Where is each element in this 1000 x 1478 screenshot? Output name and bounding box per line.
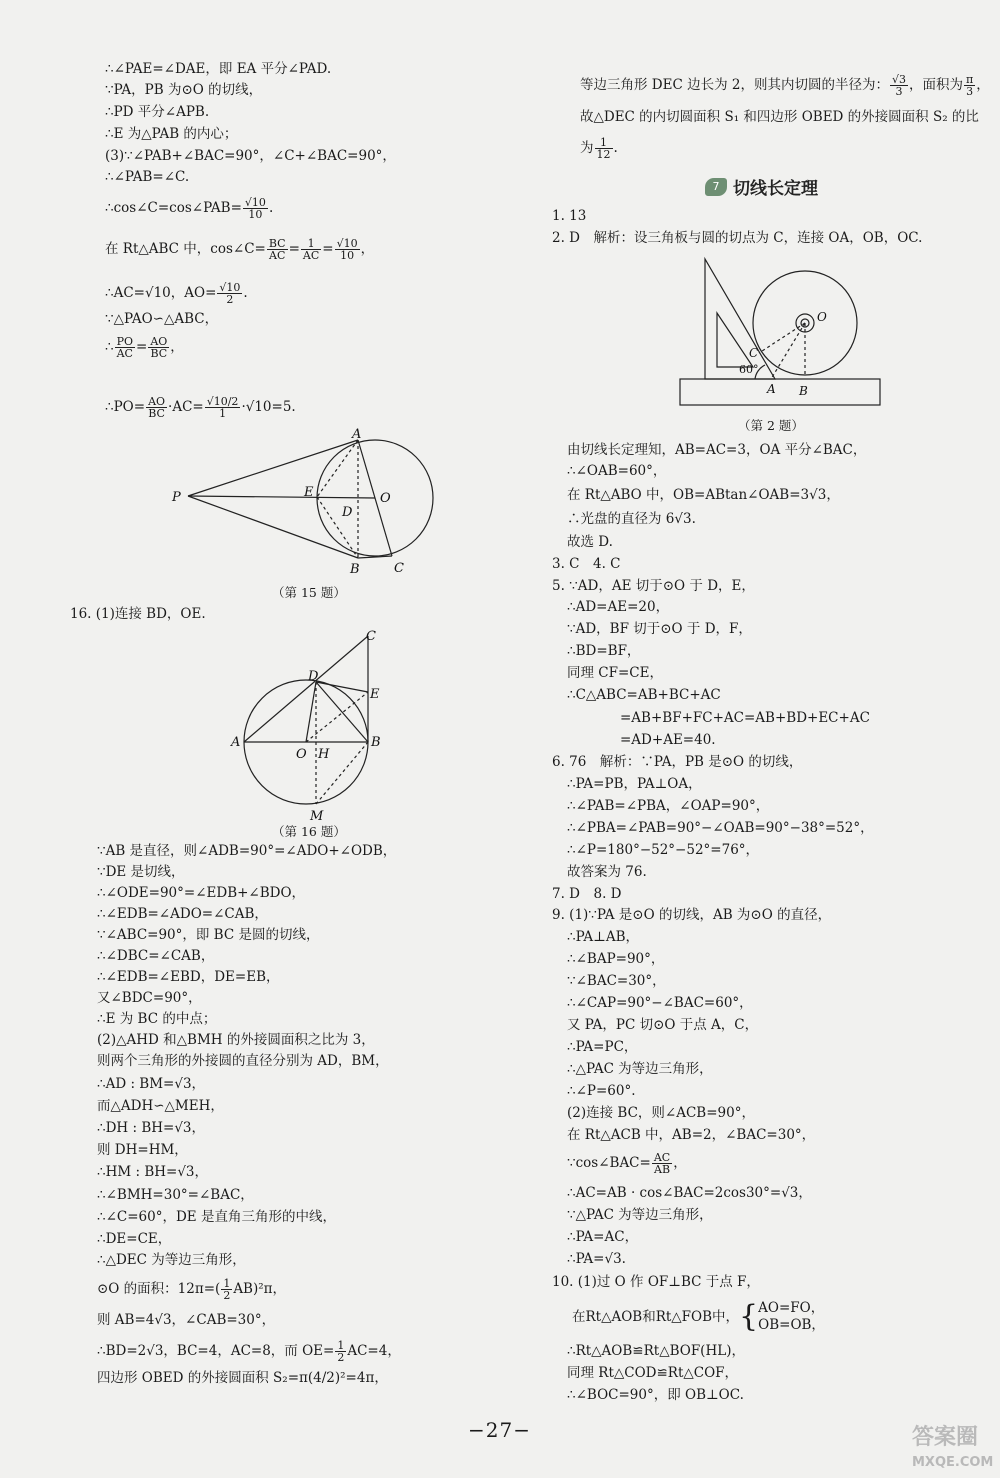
question-16-intro: 16. (1)连接 BD，OE.	[70, 606, 206, 622]
text-line: ∴Rt△AOB≌Rt△BOF(HL)，	[567, 1343, 745, 1359]
line-ae	[317, 440, 358, 497]
text: =	[136, 339, 148, 355]
text-line: ∴PA=PC，	[567, 1039, 638, 1055]
text: ，	[976, 77, 990, 93]
figure-15-diagram	[170, 428, 440, 578]
text: ·AC=	[168, 399, 204, 415]
text-line: (2)△AHD 和△BMH 的外接圆面积之比为 3，	[97, 1032, 375, 1048]
label: B	[799, 384, 808, 398]
text-line: 故答案为 76.	[567, 864, 647, 880]
fraction	[595, 137, 613, 160]
section-number-badge: 7	[705, 178, 727, 196]
section-heading	[705, 174, 818, 199]
text-line: ∴PA=AC，	[567, 1229, 639, 1245]
text-line: 则 AB=4√3，∠CAB=30°，	[97, 1312, 276, 1328]
text-line: =AB+BF+FC+AC=AB+BD+EC+AC	[620, 710, 870, 726]
text-line: ∴∠C=60°，DE 是直角三角形的中线，	[97, 1209, 336, 1225]
equation-system	[758, 1300, 825, 1334]
numerator: PO	[116, 335, 134, 348]
fraction	[217, 282, 242, 305]
numerator: √10	[219, 281, 241, 294]
triangle-ruler	[705, 259, 775, 379]
text-line: 则两个三角形的外接圆的直径分别为 AD，BM，	[97, 1053, 389, 1069]
text: 为	[580, 140, 594, 156]
text-line: 同理 Rt△COD≌Rt△COF，	[567, 1365, 739, 1381]
text-line: ∴∠P=180°−52°−52°=76°，	[567, 842, 760, 858]
numerator: 1	[337, 1339, 345, 1352]
text-line: ∴∠CAP=90°−∠BAC=60°，	[567, 995, 753, 1011]
text-line: ∴E 为△PAB 的内心；	[105, 126, 238, 142]
line-oa	[771, 323, 805, 379]
fraction	[301, 238, 321, 261]
text-line: 10. (1)过 O 作 OF⊥BC 于点 F，	[552, 1274, 760, 1290]
text: .	[613, 140, 618, 156]
text: =	[322, 241, 334, 257]
text-line: ∵∠BAC=30°，	[567, 973, 666, 989]
text-line: ∴PA⊥AB，	[567, 929, 640, 945]
denominator: 10	[248, 208, 263, 221]
label: 60°	[739, 363, 759, 376]
text-line: ∴∠BMH=30°=∠BAC，	[97, 1187, 254, 1203]
label: A	[767, 382, 776, 396]
watermark-url: MXQE.COM	[912, 1455, 994, 1470]
denominator: 10	[340, 249, 355, 262]
denominator: AC	[302, 249, 320, 262]
fraction	[890, 74, 908, 97]
text: 在Rt△AOB和Rt△FOB中，	[572, 1309, 740, 1325]
label: E	[304, 485, 314, 500]
label: B	[350, 562, 360, 577]
watermark-logo	[910, 1412, 995, 1472]
numerator: AO	[150, 335, 168, 348]
label: A	[231, 735, 241, 750]
text-line: ∴DE=CE，	[97, 1231, 172, 1247]
text: ∴cos∠C=cos∠PAB=	[105, 200, 242, 216]
label: D	[342, 505, 353, 520]
text-line: ∴∠BAP=90°，	[567, 951, 665, 967]
text: 等边三角形 DEC 边长为 2，则其内切圆的半径为：	[580, 77, 889, 93]
text-line: 在 Rt△ABO 中，OB=ABtan∠OAB=3√3，	[567, 487, 840, 503]
text-line: 则 DH=HM，	[97, 1142, 188, 1158]
denominator: 1	[219, 407, 227, 420]
text-line: ∴∠BOC=90°，即 OB⊥OC.	[567, 1387, 744, 1403]
label: C	[749, 346, 759, 360]
numerator: 1	[301, 238, 321, 250]
text: ，面积为	[909, 77, 963, 93]
section-title: 切线长定理	[733, 179, 818, 199]
ratio-result-line	[580, 137, 618, 160]
text-line: ∵PA，PB 为⊙O 的切线，	[105, 82, 263, 98]
equation: OB=OB，	[758, 1317, 825, 1333]
bd-line	[97, 1340, 401, 1363]
equation: AO=FO，	[758, 1300, 825, 1316]
table-base	[680, 379, 880, 405]
text-line: ∴PA=√3.	[567, 1251, 626, 1267]
label: B	[371, 735, 381, 750]
denominator: 3	[895, 85, 903, 98]
figure-15-caption: （第 15 题）	[272, 585, 346, 600]
text-line: ∴BD=BF，	[567, 643, 641, 659]
fraction	[146, 396, 167, 419]
line-pa	[188, 440, 358, 496]
fraction	[205, 396, 241, 419]
cos-c-line	[105, 197, 273, 220]
text: AB)²π，	[233, 1281, 287, 1297]
text: ∴	[105, 339, 114, 355]
text-line: ∵AD，BF 切于⊙O 于 D，F，	[567, 621, 752, 637]
text-line: ∴AC=AB · cos∠BAC=2cos30°=√3，	[567, 1185, 812, 1201]
numerator: √3	[891, 73, 906, 86]
fraction	[652, 1152, 672, 1175]
text: ，	[360, 241, 375, 257]
label: O	[817, 310, 827, 324]
text-line: ∴△DEC 为等边三角形，	[97, 1252, 246, 1268]
rt-abc-line	[105, 238, 374, 261]
text-line: 3. C 4. C	[552, 556, 621, 572]
ac-ao-line	[105, 282, 248, 305]
text-line: ∴AD=AE=20，	[567, 599, 670, 615]
numerator: 1	[223, 1277, 231, 1290]
text: ，	[170, 339, 184, 355]
text-line: =AD+AE=40.	[620, 732, 716, 748]
denominator: BC	[148, 407, 165, 420]
text-line: 5. ∵AD，AE 切于⊙O 于 D，E，	[552, 578, 755, 594]
text-line: ∴∠PBA=∠PAB=90°−∠OAB=90°−38°=52°，	[567, 820, 874, 836]
text-line: 9. (1)∵PA 是⊙O 的切线，AB 为⊙O 的直径，	[552, 907, 832, 923]
line-do	[306, 682, 316, 742]
text-line: ∴∠OAB=60°，	[567, 463, 667, 479]
line-pb	[188, 496, 358, 558]
denominator: 2	[226, 293, 234, 306]
denominator: BC	[150, 347, 168, 360]
label: P	[172, 490, 181, 505]
denominator: 3	[966, 85, 974, 98]
line-po	[188, 496, 375, 498]
text: =	[288, 241, 300, 257]
text-line: ∴∠PAE=∠DAE，即 EA 平分∠PAD.	[105, 61, 332, 77]
figure-16-caption: （第 16 题）	[272, 824, 346, 839]
text-line: ∴∠DBC=∠CAB，	[97, 948, 215, 964]
text-line: ∵AB 是直径，则∠ADB=90°=∠ADO+∠ODB，	[97, 843, 397, 859]
text-line: ∴AD : BM=√3，	[97, 1076, 206, 1092]
text-line: (3)∵∠PAB+∠BAC=90°，∠C+∠BAC=90°，	[105, 148, 396, 164]
cos-bac-line	[567, 1152, 687, 1175]
triangle-ruler-inner	[717, 313, 753, 367]
text-line: ∴PD 平分∠APB.	[105, 104, 210, 120]
incircle-line	[580, 74, 990, 97]
label: C	[366, 630, 376, 644]
fraction	[964, 74, 975, 97]
fraction	[267, 238, 288, 261]
numerator: BC	[268, 237, 286, 250]
fraction	[335, 238, 360, 261]
text-line: ∴∠P=60°.	[567, 1083, 636, 1099]
text: ，	[673, 1155, 687, 1171]
label: C	[394, 561, 404, 576]
text-line: 故△DEC 的内切圆面积 S₁ 和四边形 OBED 的外接圆面积 S₂ 的比	[580, 109, 979, 125]
text-line: 四边形 OBED 的外接圆面积 S₂=π(4/2)²=4π，	[97, 1370, 388, 1386]
text-line: ∵DE 是切线，	[97, 864, 185, 880]
text-line: ∴∠PAB=∠PBA，∠OAP=90°，	[567, 798, 770, 814]
line-oc	[759, 323, 805, 353]
denominator: 2	[337, 1351, 345, 1364]
fraction	[148, 336, 169, 359]
text-line: ∴△PAC 为等边三角形，	[567, 1061, 713, 1077]
text-line: ∴∠EDB=∠ADO=∠CAB，	[97, 906, 268, 922]
text-line: ∴光盘的直径为 6√3.	[567, 511, 696, 527]
text-line: ∴E 为 BC 的中点；	[97, 1011, 217, 1027]
text-line: 故选 D.	[567, 534, 613, 550]
text-line: ∴∠ODE=90°=∠EDB+∠BDO，	[97, 885, 306, 901]
denominator: 12	[596, 148, 611, 161]
fraction	[115, 336, 135, 359]
denominator: AB	[654, 1163, 671, 1176]
text-line: 而△ADH∽△MEH，	[97, 1098, 224, 1114]
text-line: 由切线长定理知，AB=AC=3，OA 平分∠BAC，	[567, 442, 867, 458]
text-line: ∴PA=PB，PA⊥OA，	[567, 776, 702, 792]
text-line: ∴∠PAB=∠C.	[105, 169, 190, 185]
label: O	[380, 491, 391, 506]
text-line: ∴C△ABC=AB+BC+AC	[567, 687, 721, 703]
text-line: ∴DH : BH=√3，	[97, 1120, 206, 1136]
numerator: √10	[336, 237, 358, 250]
text-line: 同理 CF=CE，	[567, 665, 663, 681]
text-line: 6. 76 解析：∵PA，PB 是⊙O 的切线，	[552, 754, 803, 770]
label: D	[308, 669, 319, 684]
watermark-title: 答案圈	[912, 1425, 979, 1450]
text-line: 1. 13	[552, 208, 587, 224]
figure-2-caption: （第 2 题）	[738, 418, 804, 433]
text: .	[243, 285, 248, 301]
label: O	[296, 747, 307, 762]
text-line: 又∠BDC=90°，	[97, 990, 202, 1006]
circle-area-line	[97, 1278, 286, 1301]
ratio-line	[105, 336, 184, 359]
fraction	[221, 1278, 232, 1301]
text-line: ∵△PAC 为等边三角形，	[567, 1207, 713, 1223]
numerator: AO	[148, 395, 166, 408]
line-oe	[306, 692, 368, 742]
text: AC=4，	[347, 1343, 401, 1359]
figure-2-diagram	[675, 255, 885, 410]
text: ⊙O 的面积：12π=(	[97, 1281, 221, 1297]
fraction	[243, 197, 268, 220]
numerator: 1	[595, 137, 613, 149]
text: ∴AC=√10，AO=	[105, 285, 217, 301]
denominator: AC	[269, 249, 286, 262]
po-line	[105, 396, 296, 419]
hl-congruence-line	[572, 1300, 825, 1338]
text: .	[268, 200, 274, 216]
label: A	[352, 428, 362, 442]
text: ·√10=5.	[241, 399, 296, 415]
text: 在 Rt△ABC 中，cos∠C=	[105, 241, 266, 257]
label: M	[310, 809, 324, 824]
text-line: ∵△PAO∽△ABC，	[105, 311, 219, 327]
text: ∴BD=2√3，BC=4，AC=8，而 OE=	[97, 1343, 335, 1359]
numerator: AC	[653, 1151, 671, 1164]
page-number: −27−	[468, 1418, 531, 1442]
numerator: √10	[244, 196, 266, 209]
label: E	[370, 687, 380, 702]
text: ∵cos∠BAC=	[567, 1155, 651, 1171]
text-line: 7. D 8. D	[552, 886, 622, 902]
text-line: ∵∠ABC=90°，即 BC 是圆的切线，	[97, 927, 320, 943]
text-line: ∴∠EDB=∠EBD，DE=EB，	[97, 969, 280, 985]
text-line: (2)连接 BC，则∠ACB=90°，	[567, 1105, 755, 1121]
numerator: √10/2	[206, 395, 239, 408]
numerator: π	[966, 73, 974, 86]
text-line: 在 Rt△ACB 中，AB=2，∠BAC=30°，	[567, 1127, 816, 1143]
text: ∴PO=	[105, 399, 146, 415]
brace: {	[739, 1299, 759, 1334]
text-line: 又 PA，PC 切⊙O 于点 A，C，	[567, 1017, 759, 1033]
fraction	[335, 1340, 346, 1363]
figure-16-diagram	[228, 630, 388, 825]
text-line: ∴HM : BH=√3，	[97, 1164, 209, 1180]
denominator: 2	[223, 1289, 231, 1302]
label: H	[318, 747, 330, 762]
denominator: AC	[116, 347, 133, 360]
text-line: 2. D 解析：设三角板与圆的切点为 C，连接 OA，OB，OC.	[552, 230, 923, 246]
